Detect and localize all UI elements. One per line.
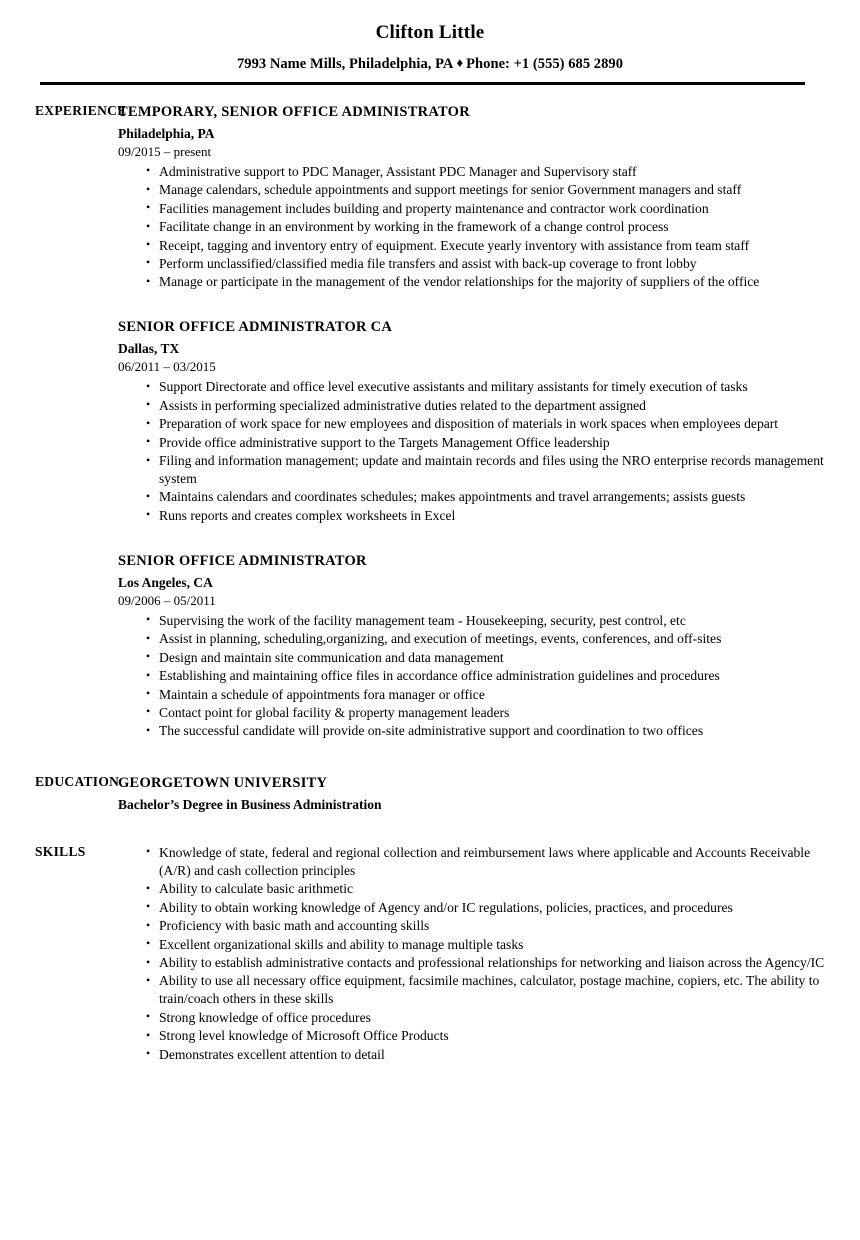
job-dates: 09/2006 – 05/2011 <box>118 592 216 608</box>
list-item: • Receipt, tagging and inventory entry of equipment. Execute yearly inventory with assistance from team staff <box>146 237 828 255</box>
skills-bullet-list <box>118 844 828 1064</box>
list-item: • Administrative support to PDC Manager, Assistant PDC Manager and Supervisory staff <box>146 163 828 181</box>
list-item: • Facilitate change in an environment by working in the framework of a change control process <box>146 218 828 236</box>
list-item: • Establishing and maintaining office files in accordance office administration guidelines and procedures <box>146 667 828 685</box>
job-location: Philadelphia, PA <box>118 125 215 141</box>
job-title: TEMPORARY, SENIOR OFFICE ADMINISTRATOR <box>118 103 470 120</box>
list-item: • Proficiency with basic math and accounting skills <box>146 917 828 935</box>
job-dates: 09/2015 – present <box>118 143 212 159</box>
contact-phone: Phone: +1 (555) 685 2890 <box>466 55 624 72</box>
list-item: • Filing and information management; update and maintain records and files using the NRO enterprise records management system <box>146 452 828 488</box>
section-label-education: EDUCATION <box>35 773 120 789</box>
education-body <box>118 774 860 814</box>
list-item: • Ability to obtain working knowledge of Agency and/or IC regulations, policies, practices, and procedures <box>146 899 828 917</box>
list-item: • Contact point for global facility & property management leaders <box>146 704 828 722</box>
list-item: • Demonstrates excellent attention to detail <box>146 1046 828 1064</box>
job-entry <box>118 103 828 292</box>
list-item: • The successful candidate will provide on-site administrative support and coordination to two offices <box>146 722 828 740</box>
resume-header <box>0 0 860 85</box>
job-dates: 06/2011 – 03/2015 <box>118 359 216 375</box>
job-bullet-list <box>118 378 828 525</box>
list-item: • Strong level knowledge of Microsoft Office Products <box>146 1027 828 1045</box>
list-item: • Facilities management includes building and property maintenance and contractor work coordination <box>146 200 828 218</box>
header-divider <box>40 82 805 85</box>
contact-address: 7993 Name Mills, Philadelphia, PA <box>236 55 454 72</box>
experience-section <box>0 103 860 741</box>
job-bullet-list <box>118 163 828 292</box>
list-item: • Ability to calculate basic arithmetic <box>146 880 828 898</box>
list-item: • Support Directorate and office level executive assistants and military assistants for timely execution of tasks <box>146 378 828 396</box>
list-item: • Runs reports and creates complex worksheets in Excel <box>146 507 828 525</box>
list-item: • Supervising the work of the facility management team - Housekeeping, security, pest control, etc <box>146 612 828 630</box>
section-label-experience: EXPERIENCE <box>35 102 127 118</box>
job-location: Dallas, TX <box>118 341 180 357</box>
list-item: • Ability to establish administrative contacts and professional relationships for networking and liaison across the Agency/IC <box>146 954 828 972</box>
section-label-skills: SKILLS <box>35 843 86 859</box>
list-item: • Preparation of work space for new employees and disposition of materials in work spaces when employees depart <box>146 415 828 433</box>
job-title: SENIOR OFFICE ADMINISTRATOR <box>118 552 367 569</box>
list-item: • Provide office administrative support to the Targets Management Office leadership <box>146 434 828 452</box>
experience-body <box>118 103 860 741</box>
diamond-separator-icon: ♦ <box>456 54 464 70</box>
school-name: GEORGETOWN UNIVERSITY <box>118 774 328 791</box>
candidate-name: Clifton Little <box>375 22 485 43</box>
list-item: • Assists in performing specialized administrative duties related to the department assigned <box>146 397 828 415</box>
list-item: • Strong knowledge of office procedures <box>146 1009 828 1027</box>
list-item: • Perform unclassified/classified media file transfers and assist with back-up coverage to front lobby <box>146 255 828 273</box>
job-bullet-list <box>118 612 828 741</box>
list-item: • Manage or participate in the management of the vendor relationships for the majority of suppliers of the office <box>146 273 828 291</box>
education-section <box>0 774 860 814</box>
list-item: • Design and maintain site communication and data management <box>146 649 828 667</box>
list-item: • Manage calendars, schedule appointments and support meetings for senior Government managers and staff <box>146 181 828 199</box>
skills-body <box>118 844 860 1064</box>
list-item: • Assist in planning, scheduling,organizing, and execution of meetings, events, conferences, and off-sites <box>146 630 828 648</box>
degree-name: Bachelor’s Degree in Business Administration <box>118 796 382 812</box>
list-item: • Knowledge of state, federal and regional collection and reimbursement laws where applicable and Accounts Receivable (A/R) and cash collection principles <box>146 844 828 880</box>
skills-section <box>0 844 860 1064</box>
list-item: • Ability to use all necessary office equipment, facsimile machines, calculator, postage machine, copiers, etc. The ability to train/coach others in these skills <box>146 972 828 1008</box>
job-entry <box>118 318 828 524</box>
list-item: • Maintain a schedule of appointments fora manager or office <box>146 686 828 704</box>
list-item: • Maintains calendars and coordinates schedules; makes appointments and travel arrangements; assists guests <box>146 488 828 506</box>
list-item: • Excellent organizational skills and ability to manage multiple tasks <box>146 936 828 954</box>
job-entry <box>118 552 828 741</box>
job-location: Los Angeles, CA <box>118 574 213 590</box>
contact-line <box>0 44 860 73</box>
job-title: SENIOR OFFICE ADMINISTRATOR CA <box>118 319 393 336</box>
